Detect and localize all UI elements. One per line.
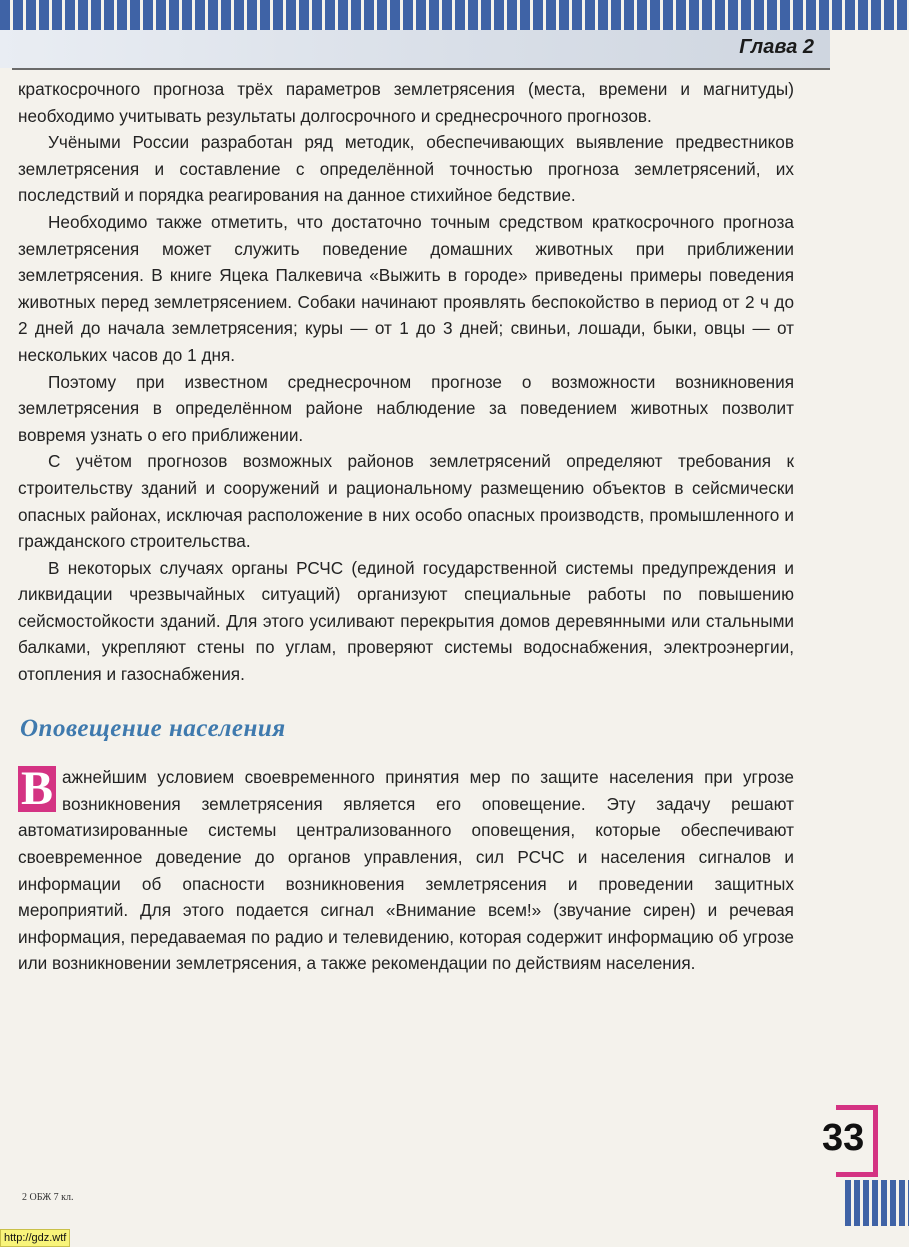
page-body — [18, 76, 794, 977]
watermark-link[interactable]: http://gdz.wtf — [0, 1229, 70, 1247]
drop-cap-letter: В — [18, 766, 56, 812]
header-band — [0, 30, 830, 68]
book-signature: 2 ОБЖ 7 кл. — [22, 1192, 74, 1203]
bottom-decorative-stripes — [845, 1180, 909, 1226]
paragraph: С учётом прогнозов возможных районов землетрясений определяют требования к строительству зданий и сооружений и рациональному размещению объектов в сейсмически опасных районах, исключая расположение в них особо опасных производств, промышленного и гражданского строительства. — [18, 451, 794, 552]
paragraph: Необходимо также отметить, что достаточно точным средством краткосрочного прогноза землетрясения может служить поведение домашних животных при приближении землетрясения. В книге Яцека Палкевича «Выжить в городе» приведены примеры поведения животных перед землетрясением. Собаки начинают проявлять беспокойство в период от 2 ч до 2 дней до начала землетрясения; куры — от 1 до 3 дней; свиньи, лошади, быки, овцы — от нескольких часов до 1 дня. — [18, 211, 794, 365]
paragraph: В некоторых случаях органы РСЧС (единой государственной системы предупреждения и ликвидации чрезвычайных ситуаций) организуют специальные работы по повышению сейсмостойкости зданий. Для этого усиливают перекрытия домов деревянными или стальными балками, укрепляют стены по углам, проверяют системы водоснабжения, электроэнергии, отопления и газоснабжения. — [18, 557, 794, 685]
paragraph: Учёными России разработан ряд методик, обеспечивающих выявление предвестников землетрясения и составление с определённой точностью прогноза землетрясений, их последствий и порядка реагирования на данное стихийное бедствие. — [18, 132, 794, 206]
header-divider — [12, 68, 830, 70]
chapter-label: Глава 2 — [739, 36, 814, 58]
paragraph: краткосрочного прогноза трёх параметров землетрясения (места, времени и магнитуды) необходимо учитывать результаты долгосрочного и среднесрочного прогнозов. — [18, 79, 794, 126]
paragraph: Поэтому при известном среднесрочном прогнозе о возможности возникновения землетрясения в определённом районе наблюдение за поведением животных позволит вовремя узнать о его приближении. — [18, 371, 794, 445]
section-paragraph-text: ажнейшим условием своевременного принятия мер по защите населения при угрозе возникновения землетрясения является его оповещение. Эту задачу решают автоматизированные системы централизованного оповещения, которые обеспечивают своевременное доведение до органов управления, сил РСЧС и населения сигналов и информации об опасности возникновения землетрясения и проведении защитных мероприятий. Для этого подается сигнал «Внимание всем!» (звучание сирен) и речевая информация, передаваемая по радио и телевидению, которая содержит информацию об угрозе или возникновении землетрясения, а также рекомендации по действиям населения. — [18, 767, 794, 974]
section-heading: Оповещение населения — [20, 714, 286, 742]
top-decorative-stripes — [0, 0, 909, 30]
page-number: 33 — [822, 1117, 865, 1159]
section-paragraph — [18, 764, 794, 977]
